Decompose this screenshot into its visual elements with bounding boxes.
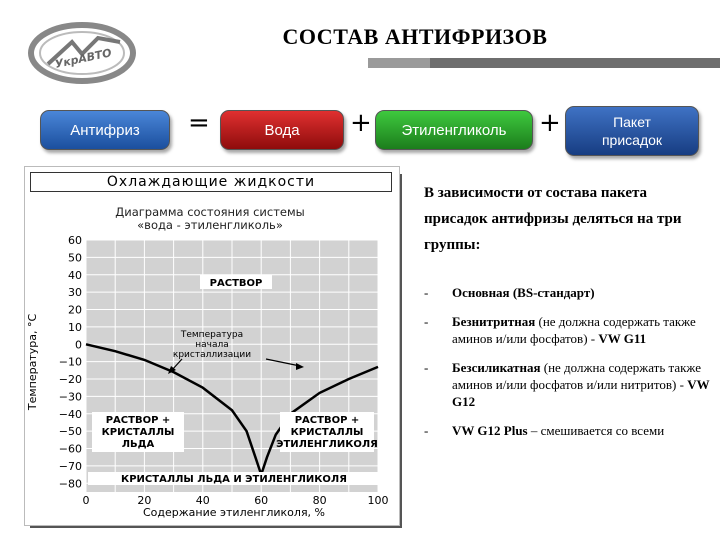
region-right-line-3: ЭТИЛЕНГЛИКОЛЯ bbox=[276, 439, 378, 450]
group-item-name: Основная (BS-стандарт) bbox=[452, 285, 595, 300]
y-tick-label: 0 bbox=[75, 338, 82, 352]
y-tick-label: −80 bbox=[58, 477, 82, 491]
equals-sign: = bbox=[188, 108, 210, 138]
x-axis-label: Содержание этиленгликоля, % bbox=[142, 506, 326, 519]
y-tick-labels bbox=[59, 234, 82, 490]
page-title: СОСТАВ АНТИФРИЗОВ bbox=[282, 24, 548, 49]
group-item-dash: - bbox=[424, 314, 429, 329]
antifreeze-groups-list bbox=[424, 284, 714, 451]
region-right-line-1: РАСТВОР + bbox=[294, 415, 360, 426]
group-item bbox=[424, 359, 714, 410]
groups-intro: В зависимости от состава пакета присадок антифризы деляться на три группы: bbox=[424, 185, 682, 253]
additives-line-1: Пакет bbox=[613, 114, 651, 130]
region-right-line-2: КРИСТАЛЛЫ bbox=[290, 427, 364, 438]
logo-text: УкрАВТО bbox=[53, 46, 113, 71]
additives-line-2: присадок bbox=[601, 132, 663, 148]
phase-diagram bbox=[24, 232, 394, 520]
annotation-line-3: кристаллизации bbox=[172, 350, 252, 360]
y-tick-label: −40 bbox=[58, 407, 82, 421]
region-left-line-1: РАСТВОР + bbox=[105, 415, 171, 426]
company-logo bbox=[28, 22, 136, 84]
group-item bbox=[424, 313, 714, 347]
group-item-dash: - bbox=[424, 360, 429, 375]
group-item-standard: VW G11 bbox=[598, 331, 647, 346]
group-item bbox=[424, 422, 714, 439]
y-axis-label: Температура, °C bbox=[26, 313, 39, 411]
plus-sign-2: + bbox=[539, 108, 561, 138]
additives-box bbox=[565, 106, 699, 156]
annotation-line-1: Температура bbox=[180, 330, 244, 340]
diagram-subtitle-line-2: «вода - этиленгликоль» bbox=[137, 218, 283, 232]
group-item-dash: - bbox=[424, 423, 429, 438]
region-bottom-label: КРИСТАЛЛЫ ЛЬДА И ЭТИЛЕНГЛИКОЛЯ bbox=[121, 474, 347, 485]
y-tick-label: −30 bbox=[58, 390, 82, 404]
x-tick-label: 40 bbox=[195, 494, 210, 507]
y-tick-label: 40 bbox=[68, 268, 82, 282]
y-tick-label: −20 bbox=[58, 373, 82, 387]
group-item-name: VW G12 Plus bbox=[452, 423, 528, 438]
water-box: Вода bbox=[220, 110, 344, 150]
region-left-line-3: ЛЬДА bbox=[121, 439, 155, 450]
x-tick-label: 60 bbox=[254, 494, 269, 507]
y-tick-label: −70 bbox=[58, 459, 82, 473]
diagram-header: Охлаждающие жидкости bbox=[30, 172, 392, 192]
ethylene-glycol-box: Этиленгликоль bbox=[375, 110, 533, 150]
y-tick-label: −50 bbox=[58, 425, 82, 439]
antifreeze-box: Антифриз bbox=[40, 110, 170, 150]
group-item-standard: VW G12 bbox=[452, 377, 710, 409]
annotation-line-2: начала bbox=[195, 340, 229, 350]
y-tick-label: −10 bbox=[58, 355, 82, 369]
y-tick-label: 10 bbox=[68, 320, 82, 334]
group-item-name: Безнитритная bbox=[452, 314, 536, 329]
x-tick-label: 20 bbox=[137, 494, 152, 507]
y-tick-label: −60 bbox=[58, 442, 82, 456]
x-tick-label: 100 bbox=[367, 494, 389, 507]
group-item-description: (не должна содержать также аминов и/или фосфатов и/или нитритов) - bbox=[452, 360, 702, 392]
y-tick-label: 50 bbox=[68, 251, 82, 265]
region-solution-label: РАСТВОР bbox=[209, 278, 263, 289]
group-item-description: – смешивается со всеми bbox=[527, 423, 665, 438]
diagram-subtitle-line-1: Диаграмма состояния системы bbox=[115, 205, 305, 219]
y-tick-label: 60 bbox=[68, 234, 82, 247]
x-tick-label: 0 bbox=[82, 494, 90, 507]
region-left-line-2: КРИСТАЛЛЫ bbox=[101, 427, 175, 438]
plus-sign-1: + bbox=[350, 108, 372, 138]
group-item-name: Безсиликатная bbox=[452, 360, 541, 375]
y-tick-label: 30 bbox=[68, 286, 82, 300]
group-item-description: (не должна содержать также аминов и/или фосфатов) - bbox=[452, 314, 696, 346]
group-item-dash: - bbox=[424, 285, 429, 300]
diagram-subtitle bbox=[60, 206, 360, 232]
group-item bbox=[424, 284, 714, 301]
x-tick-label: 80 bbox=[312, 494, 327, 507]
y-tick-label: 20 bbox=[68, 303, 82, 317]
title-underline-dark bbox=[430, 58, 720, 68]
